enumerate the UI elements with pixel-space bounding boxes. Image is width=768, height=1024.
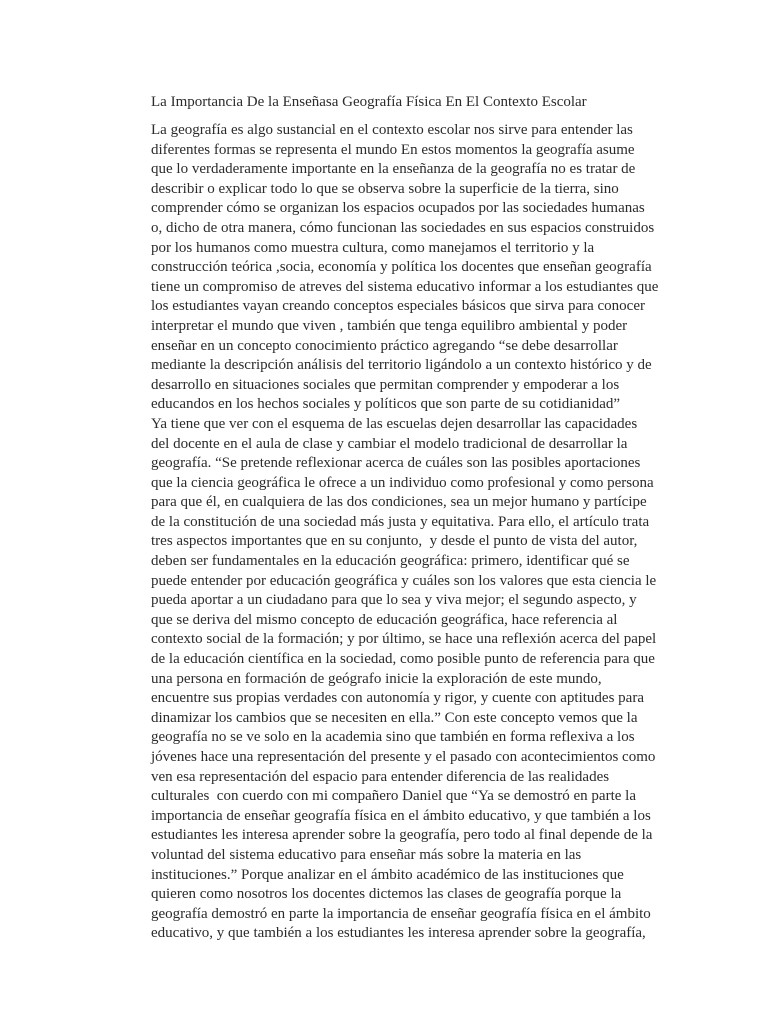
body-text-line: geografía no se ve solo en la academia sino que también en forma reflexiva a los	[151, 729, 635, 746]
body-text-line: voluntad del sistema educativo para enseñar más sobre la materia en las	[151, 846, 582, 863]
body-text-line: geografía. “Se pretende reflexionar acerca de cuáles son las posibles aportaciones	[151, 455, 641, 472]
body-text-line: Ya tiene que ver con el esquema de las escuelas dejen desarrollar las capacidades	[151, 415, 638, 432]
body-text-line: desarrollo en situaciones sociales que permitan comprender y empoderar a los	[151, 376, 620, 393]
body-text-line: por los humanos como muestra cultura, como manejamos el territorio y la	[151, 239, 595, 256]
body-text-line: de la constitución de una sociedad más justa y equitativa. Para ello, el artículo trata	[151, 513, 650, 530]
body-text-line: o, dicho de otra manera, cómo funcionan las sociedades en sus espacios construidos	[151, 219, 655, 236]
body-text-line: La geografía es algo sustancial en el contexto escolar nos sirve para entender las	[151, 122, 633, 138]
body-text-line: pueda aportar a un ciudadano para que lo sea y viva mejor; el segundo aspecto, y	[151, 592, 637, 609]
body-text-line: puede entender por educación geográfica y cuáles son los valores que esta ciencia le	[151, 572, 657, 589]
body-text-line: para que él, en cualquiera de las dos condiciones, sea un mejor humano y partícipe	[151, 494, 647, 511]
body-text-line: mediante la descripción análisis del territorio ligándolo a un contexto histórico y de	[151, 357, 652, 374]
body-text-line: quieren como nosotros los docentes dictemos las clases de geografía porque la	[151, 886, 622, 903]
body-text-line: comprender cómo se organizan los espacios ocupados por las sociedades humanas	[151, 200, 645, 217]
body-text-line: ven esa representación del espacio para entender diferencia de las realidades	[151, 768, 610, 785]
body-text-line: una persona en formación de geógrafo inicie la exploración de este mundo,	[151, 670, 602, 687]
body-text-line: tres aspectos importantes que en su conjunto, y desde el punto de vista del autor,	[151, 533, 638, 550]
body-text-line: importancia de enseñar geografía física en el ámbito educativo, y que también a los	[151, 807, 651, 824]
document-body	[151, 121, 671, 944]
body-text-line: deben ser fundamentales en la educación geográfica: primero, identificar qué se	[151, 553, 630, 570]
body-text-line: describir o explicar todo lo que se observa sobre la superficie de la tierra, sino	[151, 180, 619, 197]
body-text-line: que lo verdaderamente importante en la enseñanza de la geografía no es tratar de	[151, 161, 636, 178]
document-title: La Importancia De la Enseñasa Geografía Física En El Contexto Escolar	[151, 94, 587, 110]
body-text-line: del docente en el aula de clase y cambiar el modelo tradicional de desarrollar la	[151, 435, 628, 452]
body-text-line: tiene un compromiso de atreves del sistema educativo informar a los estudiantes que	[151, 278, 659, 295]
body-text-line: encuentre sus propias verdades con autonomía y rigor, y cuente con aptitudes para	[151, 690, 644, 707]
body-text-line: educativo, y que también a los estudiantes les interesa aprender sobre la geografía,	[151, 925, 646, 942]
body-text-line: instituciones.” Porque analizar en el ámbito académico de las instituciones que	[151, 866, 624, 883]
body-text-line: que la ciencia geográfica le ofrece a un individuo como profesional y como persona	[151, 474, 654, 491]
body-text-line: enseñar en un concepto conocimiento práctico agregando “se debe desarrollar	[151, 337, 618, 354]
body-text-line: interpretar el mundo que viven , también que tenga equilibro ambiental y poder	[151, 317, 628, 334]
body-text-line: diferentes formas se representa el mundo En estos momentos la geografía asume	[151, 141, 635, 158]
body-text-line: estudiantes les interesa aprender sobre la geografía, pero todo al final depende de la	[151, 827, 653, 844]
body-text-line: geografía demostró en parte la importancia de enseñar geografía física en el ámbito	[151, 905, 651, 922]
body-text-line: jóvenes hace una representación del presente y el pasado con acontecimientos como	[151, 749, 656, 765]
body-text-line: educandos en los hechos sociales y políticos que son parte de su cotidianidad”	[151, 396, 621, 413]
body-text-line: culturales con cuerdo con mi compañero Daniel que “Ya se demostró en parte la	[151, 788, 636, 805]
body-text-line: dinamizar los cambios que se necesiten en ella.” Con este concepto vemos que la	[151, 709, 638, 726]
body-text-line: que se deriva del mismo concepto de educación geográfica, hace referencia al	[151, 611, 618, 628]
body-text-line: contexto social de la formación; y por último, se hace una reflexión acerca del papel	[151, 631, 657, 648]
body-text-line: de la educación científica en la sociedad, como posible punto de referencia para que	[151, 651, 655, 668]
body-text-line: construcción teórica ,socia, economía y política los docentes que enseñan geografía	[151, 259, 652, 276]
body-text-line: los estudiantes vayan creando conceptos especiales básicos que sirva para conocer	[151, 298, 645, 315]
